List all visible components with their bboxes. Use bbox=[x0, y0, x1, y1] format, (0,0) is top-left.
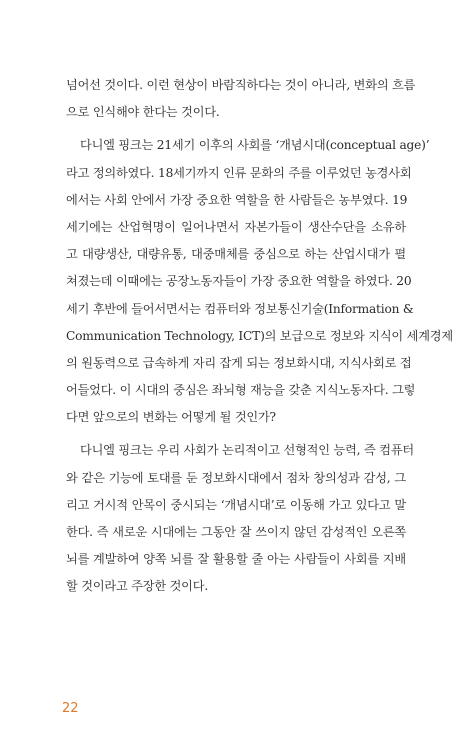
paragraph-1 bbox=[66, 72, 416, 126]
text-line: 와 같은 기능에 토대를 둔 정보화시대에서 점차 창의성과 감성, 그 bbox=[66, 470, 406, 485]
text-line: 할 것이라고 주장한 것이다. bbox=[66, 579, 209, 594]
text-line: 다면 앞으로의 변화는 어떻게 될 것인가? bbox=[66, 410, 276, 425]
text-line: 뇌를 계발하여 양쪽 뇌를 잘 활용할 줄 아는 사람들이 사회를 지배 bbox=[66, 552, 406, 567]
body-text bbox=[66, 72, 453, 607]
text-line: 세기 후반에 들어서면서는 컴퓨터와 정보통신기술(Information & bbox=[66, 301, 414, 316]
text-line: 에서는 사회 안에서 가장 중요한 역할을 한 사람들은 농부였다. 19 bbox=[66, 192, 408, 207]
text-line: 으로 인식해야 한다는 것이다. bbox=[66, 105, 220, 120]
text-line: 라고 정의하였다. 18세기까지 인류 문화의 주를 이루었던 농경사회 bbox=[66, 165, 412, 180]
text-line: 다니엘 핑크는 우리 사회가 논리적이고 선형적인 능력, 즉 컴퓨터 bbox=[80, 443, 414, 458]
text-line: 의 원동력으로 급속하게 자리 잡게 되는 정보화시대, 지식사회로 접 bbox=[66, 355, 412, 370]
page-number: 22 bbox=[62, 701, 79, 716]
text-line: 리고 거시적 안목이 중시되는 ‘개념시대’로 이동해 가고 있다고 말 bbox=[66, 497, 406, 512]
text-line: 다니엘 핑크는 21세기 이후의 사회를 ‘개념시대(conceptual age)’ bbox=[80, 138, 430, 153]
text-line: 세기에는 산업혁명이 일어나면서 자본가들이 생산수단을 소유하 bbox=[66, 219, 406, 234]
text-line: 넘어선 것이다. 이런 현상이 바람직하다는 것이 아니라, 변화의 흐름 bbox=[66, 78, 416, 92]
text-line: 쳐졌는데 이때에는 공장노동자들이 가장 중요한 역할을 하였다. 20 bbox=[66, 274, 412, 289]
text-line: 고 대량생산, 대량유통, 대중매체를 중심으로 하는 산업시대가 펼 bbox=[66, 247, 406, 262]
text-line: 한다. 즉 새로운 시대에는 그동안 잘 쓰이지 않던 감성적인 오른쪽 bbox=[66, 525, 406, 539]
text-line: 어들었다. 이 시대의 중심은 좌뇌형 재능을 갖춘 지식노동자다. 그렇 bbox=[66, 383, 416, 398]
paragraph-2 bbox=[66, 132, 453, 431]
paragraph-3 bbox=[66, 437, 414, 600]
text-line: Communication Technology, ICT)의 보급으로 정보와 지식이 세계경제 bbox=[66, 328, 453, 343]
